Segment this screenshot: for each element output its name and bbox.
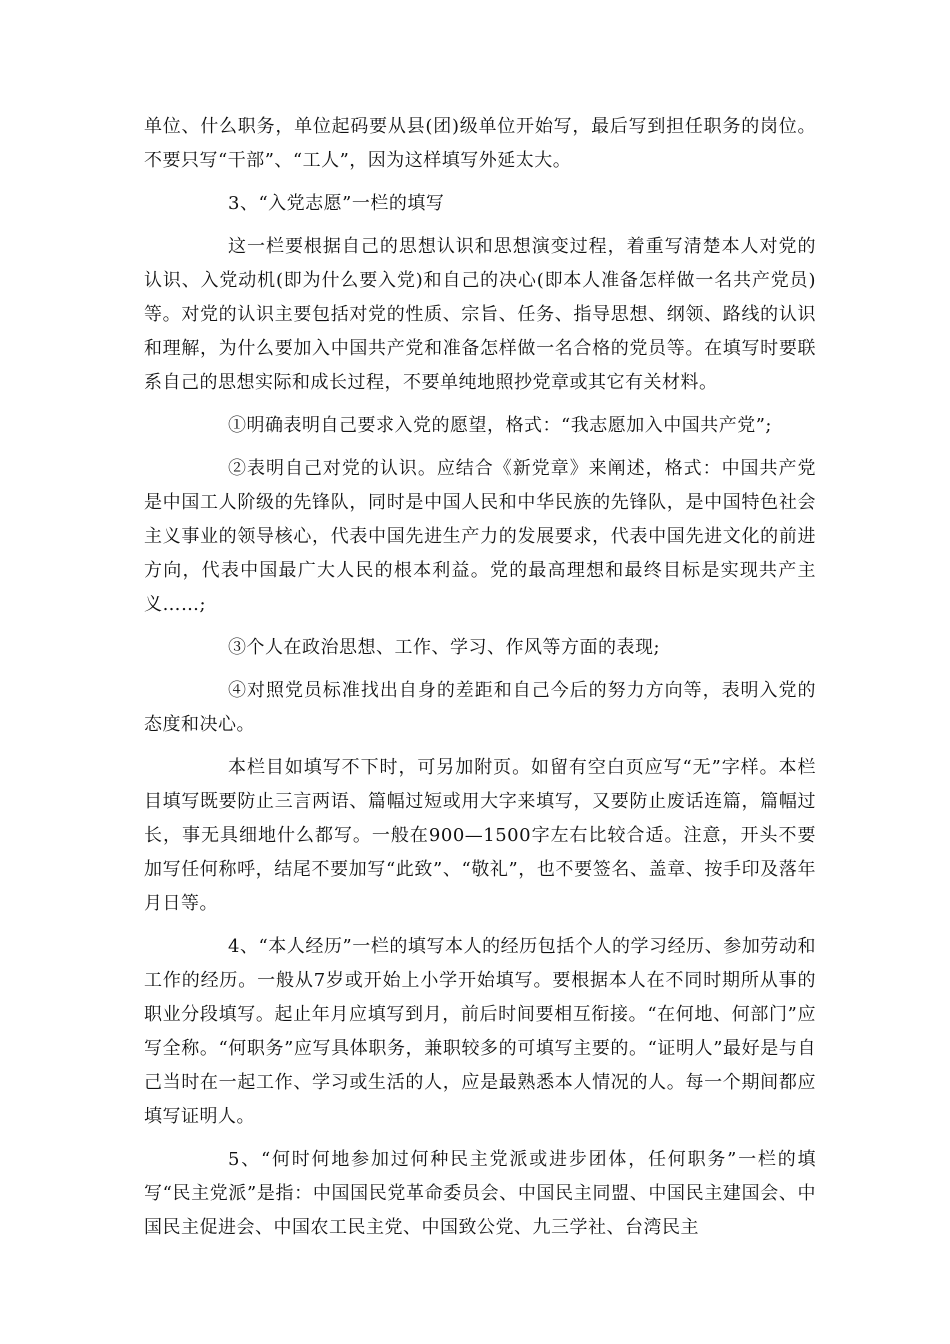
list-item-3: ③个人在政治思想、工作、学习、作风等方面的表现; bbox=[228, 637, 661, 658]
paragraph-application-intro: 这一栏要根据自己的思想认识和思想演变过程，着重写清楚本人对党的认识、入党动机(即为什么要入党)和自己的决心(即本人准备怎样做一名共产党员)等。对党的认识主要包括对党的性质、宗旨、任务、指导思想、纲领、路线的认识和理解，为什么要加入中国共产党和准备怎样做一名合格的党员等。在填写时要联系自己的思想实际和成长过程，不要单纯地照抄党章或其它有关材料。 bbox=[144, 236, 816, 393]
list-item-1: ①明确表明自己要求入党的愿望，格式：“我志愿加入中国共产党”; bbox=[228, 415, 772, 436]
list-item-4: ④对照党员标准找出自身的差距和自己今后的努力方向等，表明入党的态度和决心。 bbox=[144, 680, 816, 735]
list-item-2: ②表明自己对党的认识。应结合《新党章》来阐述，格式：中国共产党是中国工人阶级的先锋队，同时是中国人民和中华民族的先锋队，是中国特色社会主义事业的领导核心，代表中国先进生产力的发展要求，代表中国先进文化的前进方向，代表中国最广大人民的根本利益。党的最高理想和最终目标是实现共产主义……; bbox=[144, 458, 816, 615]
paragraph-notes: 本栏目如填写不下时，可另加附页。如留有空白页应写“无”字样。本栏目填写既要防止三言两语、篇幅过短或用大字来填写，又要防止废话连篇，篇幅过长，事无具细地什么都写。一般在900—1500字左右比较合适。注意，开头不要加写任何称呼，结尾不要加写“此致”、“敬礼”，也不要签名、盖章、按手印及落年月日等。 bbox=[144, 757, 816, 914]
section-4-paragraph: 4、“本人经历”一栏的填写本人的经历包括个人的学习经历、参加劳动和工作的经历。一般从7岁或开始上小学开始填写。要根据本人在不同时期所从事的职业分段填写。起止年月应填写到月，前后时间要相互衔接。“在何地、何部门”应写全称。“何职务”应写具体职务，兼职较多的可填写主要的。“证明人”最好是与自己当时在一起工作、学习或生活的人，应是最熟悉本人情况的人。每一个期间都应填写证明人。 bbox=[144, 936, 816, 1127]
document-body bbox=[144, 110, 816, 1245]
section-heading-3: 3、“入党志愿”一栏的填写 bbox=[228, 193, 445, 214]
section-5-paragraph: 5、“何时何地参加过何种民主党派或进步团体，任何职务”一栏的填写“民主党派”是指：中国国民党革命委员会、中国民主同盟、中国民主建国会、中国民主促进会、中国农工民主党、中国致公党、九三学社、台湾民主 bbox=[144, 1149, 816, 1238]
paragraph-continuation: 单位、什么职务，单位起码要从县(团)级单位开始写，最后写到担任职务的岗位。不要只写“干部”、“工人”，因为这样填写外延太大。 bbox=[144, 116, 816, 171]
